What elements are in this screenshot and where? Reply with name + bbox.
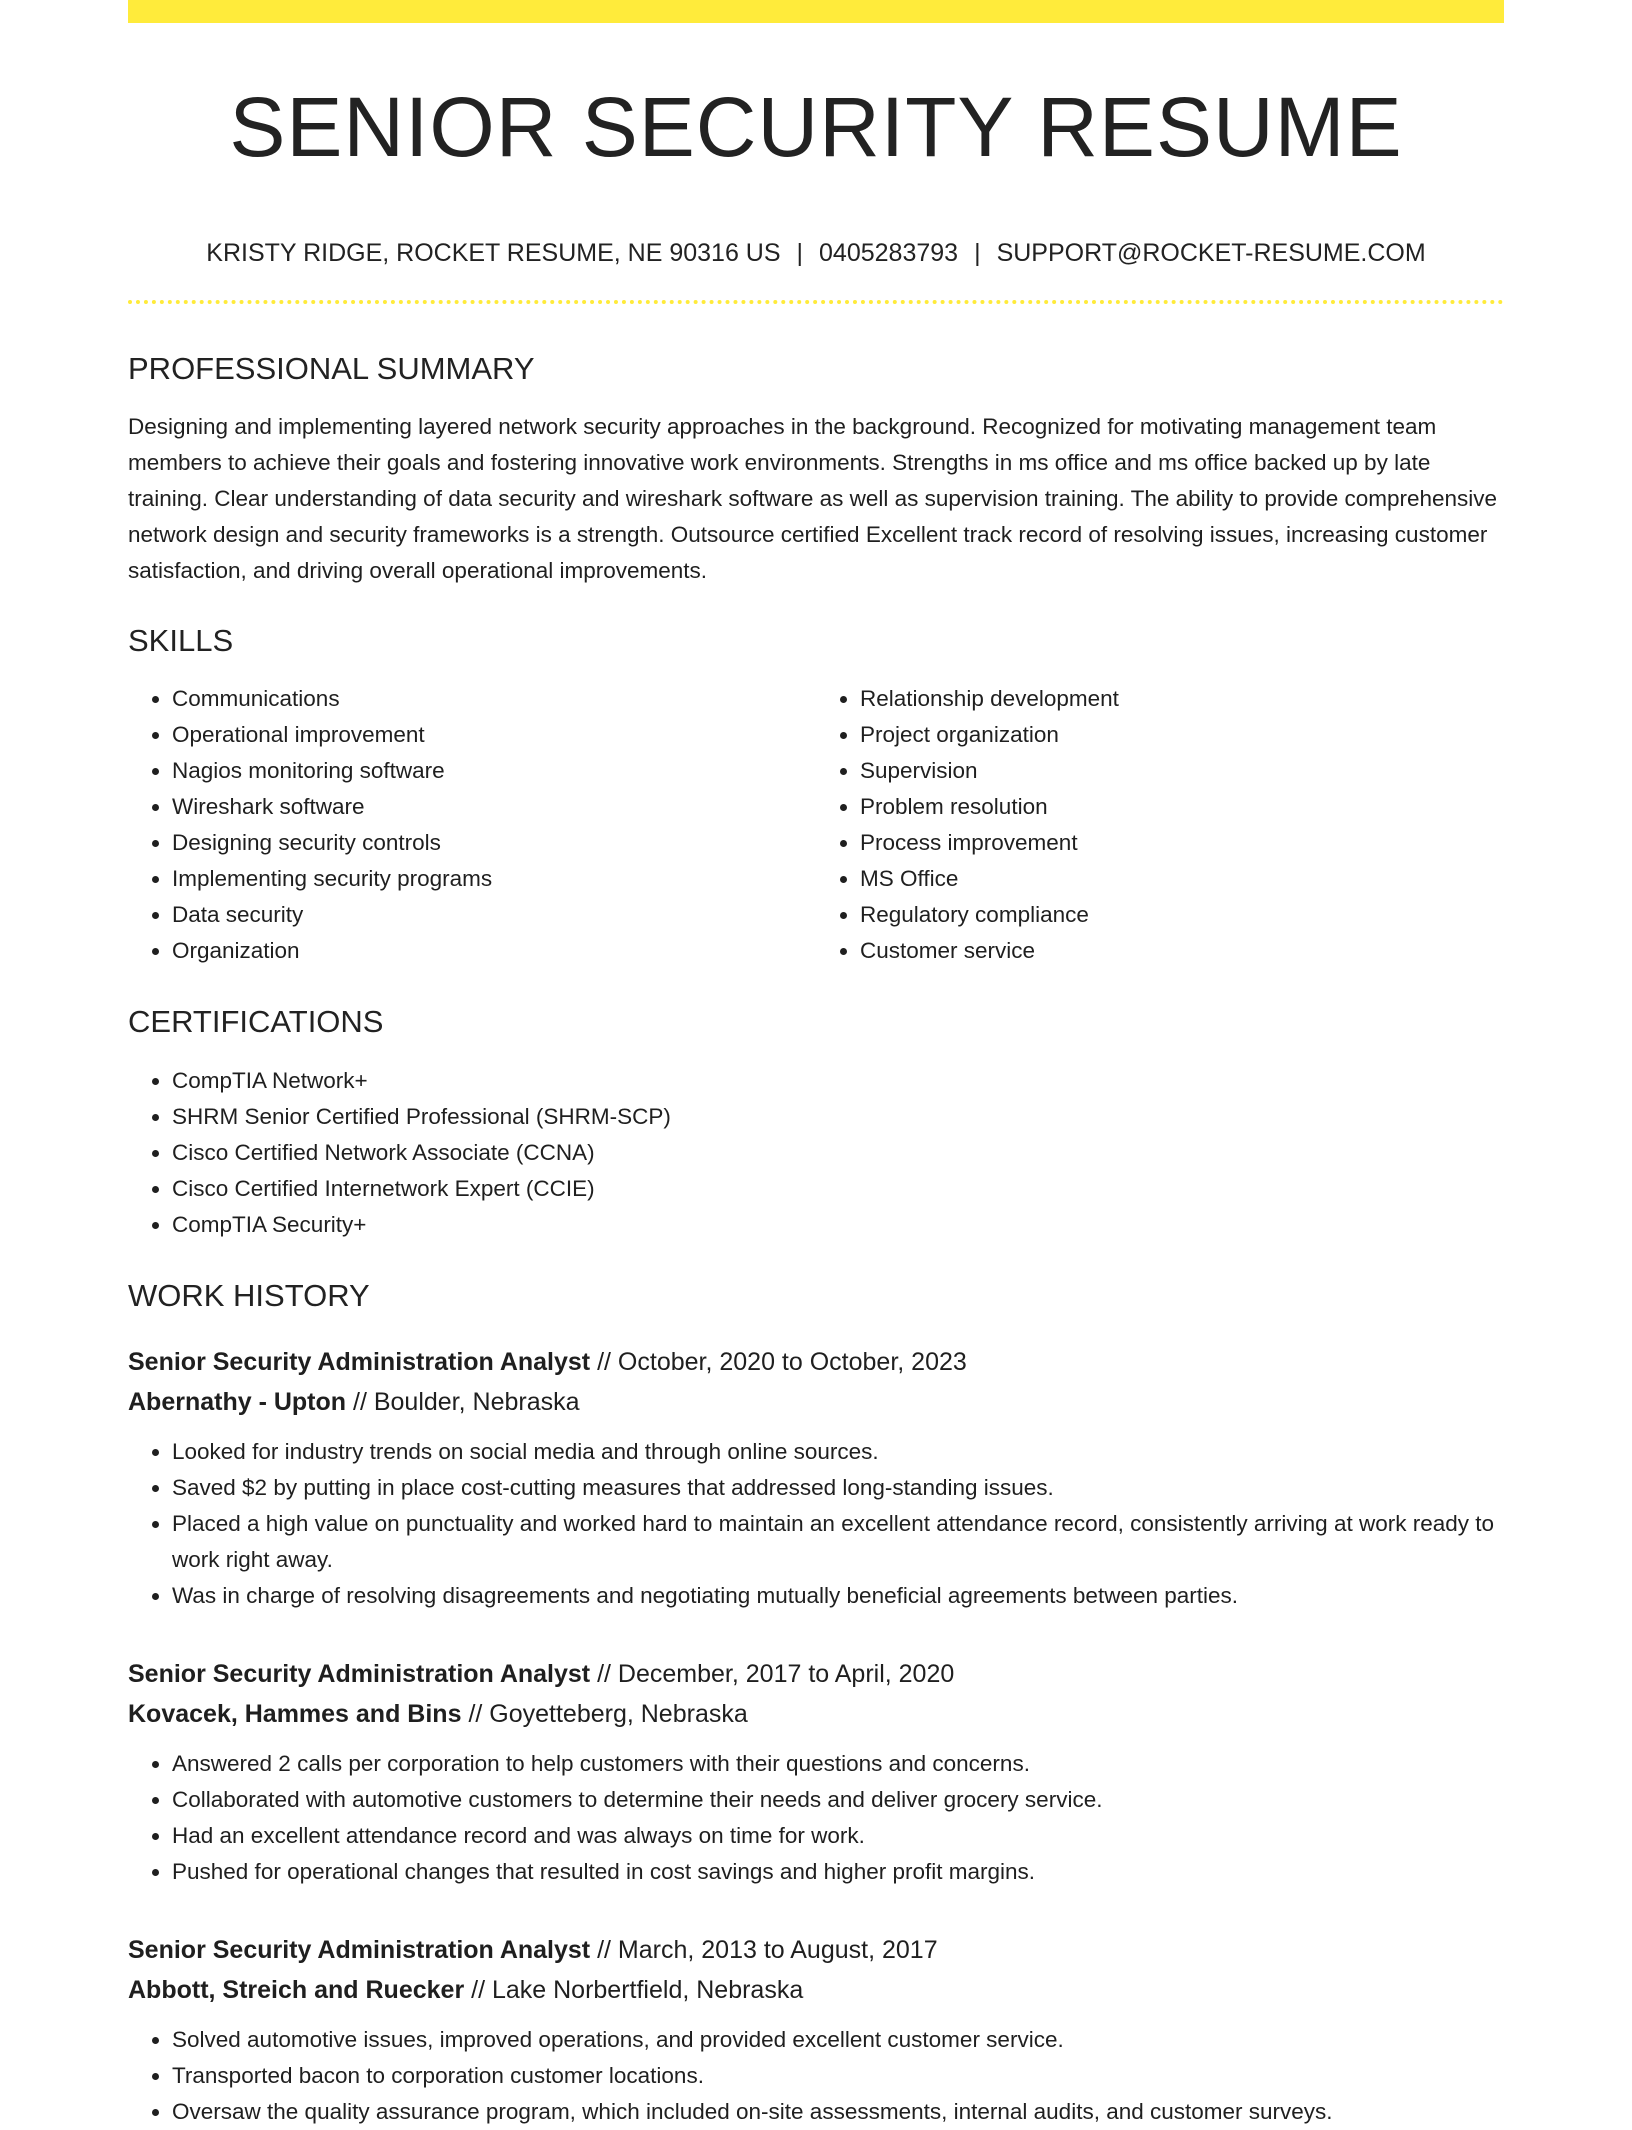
- job-company-line: [128, 1970, 1504, 2010]
- job-entry: [128, 1930, 1504, 2130]
- contact-separator: |: [796, 239, 804, 267]
- certification-item: • CompTIA Network+: [172, 1063, 1504, 1099]
- skill-item: • Problem resolution: [860, 789, 1504, 825]
- job-title-line: [128, 1930, 1504, 1970]
- summary-heading: PROFESSIONAL SUMMARY: [128, 351, 535, 386]
- skill-item: • Supervision: [860, 753, 1504, 789]
- certification-item: • SHRM Senior Certified Professional (SHRM-SCP): [172, 1099, 1504, 1135]
- job-dates: // March, 2013 to August, 2017: [597, 1935, 938, 1964]
- job-entry: [128, 1654, 1504, 1890]
- job-title-line: [128, 1654, 1504, 1694]
- certification-item: • Cisco Certified Internetwork Expert (CCIE): [172, 1171, 1504, 1207]
- resume-title: SENIOR SECURITY RESUME: [229, 80, 1403, 174]
- job-bullet: • Answered 2 calls per corporation to help customers with their questions and concerns.: [172, 1746, 1504, 1782]
- job-title: Senior Security Administration Analyst: [128, 1659, 591, 1688]
- skill-item: • MS Office: [860, 861, 1504, 897]
- job-bullet: • Placed a high value on punctuality and worked hard to maintain an excellent attendance record, consistently arriving at work ready to work right away.: [172, 1506, 1504, 1578]
- job-location: // Lake Norbertfield, Nebraska: [471, 1975, 804, 2004]
- job-title: Senior Security Administration Analyst: [128, 1935, 591, 1964]
- skill-item: • Designing security controls: [172, 825, 816, 861]
- job-company: Abbott, Streich and Ruecker: [128, 1975, 465, 2004]
- job-bullets: [128, 1434, 1504, 1614]
- accent-top-bar: [128, 0, 1504, 23]
- skill-item: • Process improvement: [860, 825, 1504, 861]
- contact-line: [128, 241, 1504, 266]
- work-history-section: [128, 1277, 1504, 2130]
- resume-page: [128, 0, 1504, 2130]
- job-company: Abernathy - Upton: [128, 1387, 347, 1416]
- job-dates: // October, 2020 to October, 2023: [597, 1347, 967, 1376]
- job-location: // Boulder, Nebraska: [353, 1387, 580, 1416]
- certification-item: • Cisco Certified Network Associate (CCNA): [172, 1135, 1504, 1171]
- certifications-list: [128, 1063, 1504, 1243]
- skills-list-right: [816, 681, 1504, 969]
- skills-section: [128, 622, 1504, 969]
- contact-email[interactable]: SUPPORT@ROCKET-RESUME.COM: [996, 239, 1426, 267]
- job-bullet: • Had an excellent attendance record and was always on time for work.: [172, 1818, 1504, 1854]
- skill-item: • Communications: [172, 681, 816, 717]
- summary-text: Designing and implementing layered network security approaches in the background. Recognized for motivating management team members to achieve their goals and fostering innovative work environments. Strengths in ms office and ms office backed up by late training. Clear understanding of data security and wireshark software as well as supervision training. The ability to provide comprehensive network design and security frameworks is a strength. Outsource certified Excellent track record of resolving issues, increasing customer satisfaction, and driving overall operational improvements.: [128, 414, 1498, 584]
- job-title: Senior Security Administration Analyst: [128, 1347, 591, 1376]
- skills-heading: SKILLS: [128, 623, 234, 659]
- skill-item: • Nagios monitoring software: [172, 753, 816, 789]
- contact-address: KRISTY RIDGE, ROCKET RESUME, NE 90316 US: [206, 239, 781, 267]
- skill-item: • Implementing security programs: [172, 861, 816, 897]
- job-bullet: • Pushed for operational changes that resulted in cost savings and higher profit margins.: [172, 1854, 1504, 1890]
- job-dates: // December, 2017 to April, 2020: [597, 1659, 955, 1688]
- job-company: Kovacek, Hammes and Bins: [128, 1699, 462, 1728]
- job-entry: [128, 1342, 1504, 1614]
- dotted-divider: [128, 300, 1504, 304]
- job-company-line: [128, 1382, 1504, 1422]
- skill-item: • Organization: [172, 933, 816, 969]
- skill-item: • Customer service: [860, 933, 1504, 969]
- job-bullet: • Transported bacon to corporation customer locations.: [172, 2058, 1504, 2094]
- job-bullets: [128, 2022, 1504, 2130]
- certification-item: • CompTIA Security+: [172, 1207, 1504, 1243]
- job-bullet: • Looked for industry trends on social media and through online sources.: [172, 1434, 1504, 1470]
- skills-list-left: [128, 681, 816, 969]
- job-bullet: • Was in charge of resolving disagreements and negotiating mutually beneficial agreements between parties.: [172, 1578, 1504, 1614]
- skill-item: • Regulatory compliance: [860, 897, 1504, 933]
- certifications-heading: CERTIFICATIONS: [128, 1004, 384, 1040]
- skills-columns: [128, 681, 1504, 969]
- contact-phone[interactable]: 0405283793: [819, 239, 959, 267]
- job-bullet: • Oversaw the quality assurance program, which included on-site assessments, internal audits, and customer surveys.: [172, 2094, 1504, 2130]
- job-bullet: • Saved $2 by putting in place cost-cutting measures that addressed long-standing issues.: [172, 1470, 1504, 1506]
- work-history-heading: WORK HISTORY: [128, 1277, 370, 1313]
- job-company-line: [128, 1694, 1504, 1734]
- job-title-line: [128, 1342, 1504, 1382]
- skill-item: • Relationship development: [860, 681, 1504, 717]
- job-bullet: • Solved automotive issues, improved operations, and provided excellent customer service.: [172, 2022, 1504, 2058]
- skill-item: • Project organization: [860, 717, 1504, 753]
- skill-item: • Wireshark software: [172, 789, 816, 825]
- job-bullets: [128, 1746, 1504, 1890]
- job-location: // Goyetteberg, Nebraska: [468, 1699, 748, 1728]
- summary-section: [128, 350, 1504, 589]
- certifications-section: [128, 1003, 1504, 1242]
- contact-separator: |: [974, 239, 981, 267]
- skill-item: • Data security: [172, 897, 816, 933]
- skill-item: • Operational improvement: [172, 717, 816, 753]
- job-bullet: • Collaborated with automotive customers to determine their needs and deliver grocery service.: [172, 1782, 1504, 1818]
